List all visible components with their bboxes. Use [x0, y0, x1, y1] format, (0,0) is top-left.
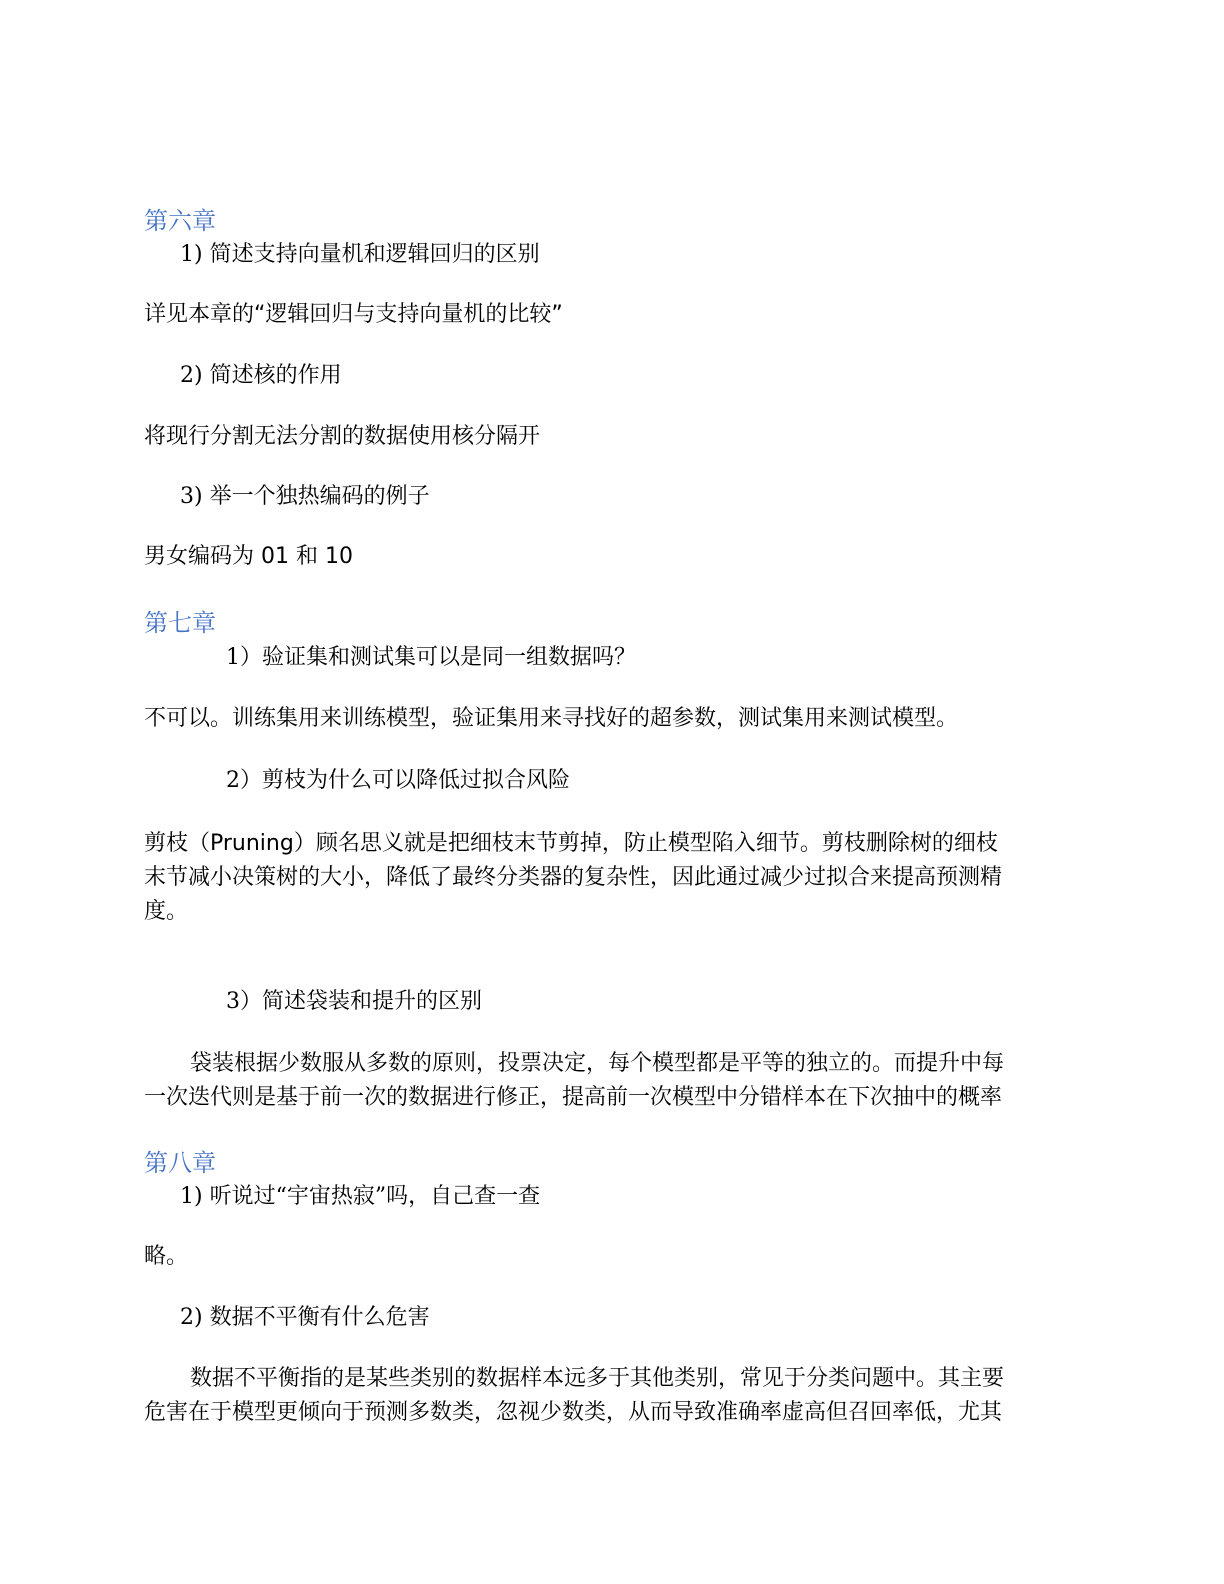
chapter-8-heading: 第八章 — [144, 1149, 216, 1177]
ch6-question-1: 1) 简述支持向量机和逻辑回归的区别 — [180, 242, 540, 267]
ch7-answer-2-line-3: 度。 — [144, 899, 189, 924]
ch6-question-2: 2) 简述核的作用 — [180, 363, 342, 388]
ch8-answer-2 — [144, 1362, 1070, 1430]
ch6-question-3: 3) 举一个独热编码的例子 — [180, 484, 430, 509]
ch7-answer-2-line-2: 末节减小决策树的大小，降低了最终分类器的复杂性，因此通过减少过拟合来提高预测精 — [144, 865, 1003, 890]
ch7-answer-1: 不可以。训练集用来训练模型，验证集用来寻找好的超参数，测试集用来测试模型。 — [144, 706, 959, 731]
ch6-answer-3: 男女编码为 01 和 10 — [144, 544, 353, 569]
ch8-answer-1: 略。 — [144, 1244, 189, 1269]
ch7-question-1: 1）验证集和测试集可以是同一组数据吗？ — [226, 645, 636, 670]
ch7-answer-2 — [144, 827, 1070, 929]
chapter-7-heading: 第七章 — [144, 609, 216, 637]
ch6-answer-1: 详见本章的“逻辑回归与支持向量机的比较” — [144, 302, 563, 327]
ch7-question-3: 3）简述袋装和提升的区别 — [226, 989, 482, 1014]
ch7-answer-3-line-2: 一次迭代则是基于前一次的数据进行修正，提高前一次模型中分错样本在下次抽中的概率 — [144, 1085, 1003, 1110]
ch7-answer-3 — [144, 1047, 1070, 1115]
ch8-answer-2-line-1: 数据不平衡指的是某些类别的数据样本远多于其他类别，常见于分类问题中。其主要 — [190, 1366, 1005, 1391]
ch8-answer-2-line-2: 危害在于模型更倾向于预测多数类，忽视少数类，从而导致准确率虚高但召回率低，尤其 — [144, 1400, 1003, 1425]
ch8-question-2: 2) 数据不平衡有什么危害 — [180, 1305, 430, 1330]
ch7-question-2: 2）剪枝为什么可以降低过拟合风险 — [226, 768, 570, 793]
ch6-answer-2: 将现行分割无法分割的数据使用核分隔开 — [144, 424, 541, 449]
ch8-question-1: 1) 听说过“宇宙热寂”吗，自己查一查 — [180, 1184, 541, 1209]
chapter-6-heading: 第六章 — [144, 207, 216, 235]
ch7-answer-2-line-1: 剪枝（Pruning）顾名思义就是把细枝末节剪掉，防止模型陷入细节。剪枝删除树的细枝 — [144, 831, 998, 856]
ch7-answer-3-line-1: 袋装根据少数服从多数的原则，投票决定，每个模型都是平等的独立的。而提升中每 — [190, 1051, 1005, 1076]
